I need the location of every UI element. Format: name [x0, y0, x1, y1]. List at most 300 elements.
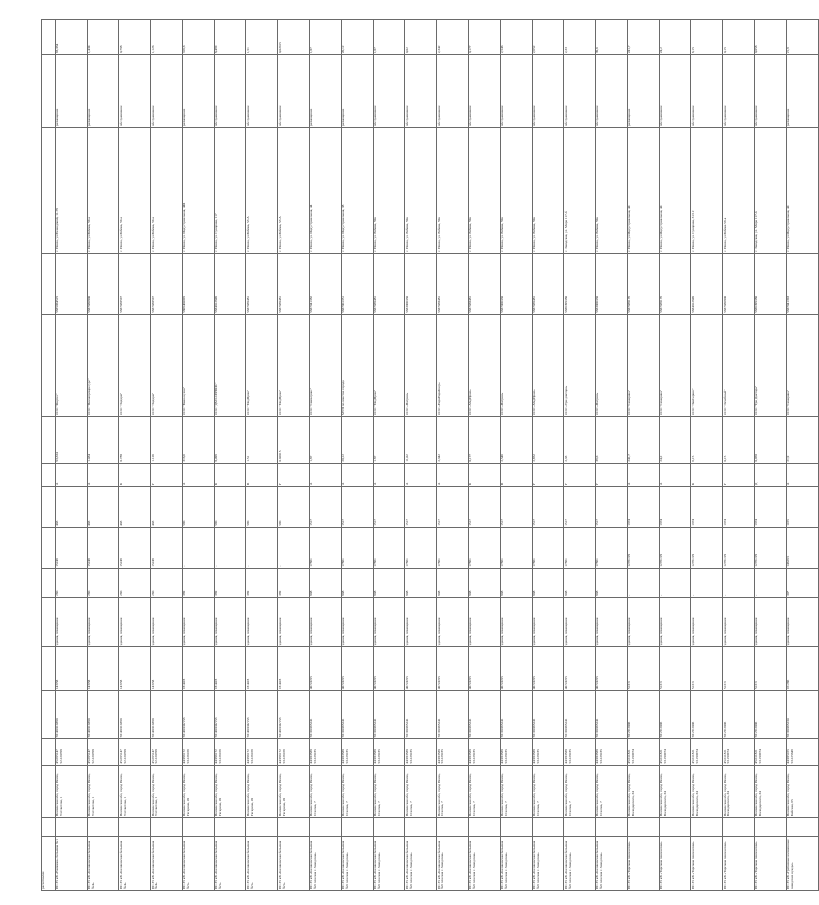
cell-area: 241,7	[627, 416, 659, 463]
cell-area: 20,12	[341, 416, 373, 463]
cell-cad: 58:29:2006	[754, 691, 786, 739]
cell-status: обслуживание	[532, 55, 564, 128]
cell-area: 1.87	[373, 416, 405, 463]
cell-plot: 40:5/4:95	[341, 647, 373, 691]
cell-addr: Пензенская обл, город Пенза, Гагарина, 20	[246, 765, 278, 818]
cell-cad: 58:30:065241	[373, 691, 405, 739]
cell-oaddr: г. Пенза, ул. Индустриальная, 44Б	[182, 128, 214, 253]
cell-kad2: 17861	[500, 527, 532, 568]
cell-cad: 58:40:010380	[87, 691, 119, 739]
cell-cad: 58:40:010380	[151, 691, 183, 739]
cell-last: 316,6	[182, 20, 214, 55]
cell-cls: А	[373, 463, 405, 486]
cell-type: здания, помещения	[754, 597, 786, 647]
cell-oaddr: г. Пенза, ул. Рябова, 59в	[500, 128, 532, 253]
cell-year: 808	[596, 568, 628, 597]
cell-kad2: 17861	[373, 527, 405, 568]
cell-inn: 5833006330	[596, 253, 628, 314]
cell-last: 0,02015	[278, 20, 310, 55]
cell-idx: 44.983588 53.228185	[373, 739, 405, 765]
table-row	[373, 20, 405, 891]
cell-kad2: 17861	[564, 527, 596, 568]
cell-area: 0,15	[723, 416, 755, 463]
cell-status: обслуживание	[214, 55, 246, 128]
cell-cls: А	[405, 463, 437, 486]
cell-oaddr: г. Пенза, ул. Рябова, 59в	[596, 128, 628, 253]
cell-cad: 58:40:034/153	[214, 691, 246, 739]
cell-owner	[246, 818, 278, 837]
cell-area: 6,15	[691, 416, 723, 463]
cell-cad: 58:30:065241	[500, 691, 532, 739]
cell-kad2: 12761/29	[627, 527, 659, 568]
cell-status: обслуживание	[596, 55, 628, 128]
cell-addr: Пензенская обл, город Пенза, Ул.Светлая, 1	[151, 765, 183, 818]
cell-org: ООО «Нотрия»	[405, 314, 437, 416]
cell-year: -	[691, 568, 723, 597]
cell-year: 808	[405, 568, 437, 597]
cell-inn: 5837039176	[627, 253, 659, 314]
cell-cad: 58:29:2006	[723, 691, 755, 739]
cell-pw: 1517	[596, 486, 628, 527]
cell-last: 1,87	[310, 20, 342, 55]
cell-name: ПС 35 кВ «Калиновская бельевая №5»	[214, 837, 246, 891]
cell-name: ПС 35 кВ «Калиновская бельевая №6 плоская г. Заводская»	[468, 837, 500, 891]
table-row	[214, 20, 246, 891]
cell-cad: 58:30:065241	[310, 691, 342, 739]
cell-plot: 14:658	[151, 647, 183, 691]
cell-area: 93,334	[55, 416, 87, 463]
cell-pw: 1374	[627, 486, 659, 527]
cell-cad: 58:29:2006	[627, 691, 659, 739]
cell-idx: 44.996172 53.226169	[214, 739, 246, 765]
cell-cls: Б	[691, 463, 723, 486]
cell-cls: Г	[723, 463, 755, 486]
cell-owner	[310, 818, 342, 837]
cell-oaddr: г. Пенза, ул.Рябова, 59-а	[151, 128, 183, 253]
cell-cad: 58:30:065241	[532, 691, 564, 739]
cell-cls: В	[246, 463, 278, 486]
cell-owner	[341, 818, 373, 837]
cell-year: 808	[500, 568, 532, 597]
cell-type: здания, помещения	[468, 597, 500, 647]
cell-name: ПС 35 кВ «Калиновская бельевая №6 плоская г. Заводская»	[341, 837, 373, 891]
cell-status: обслуживание	[500, 55, 532, 128]
cell-cls: А	[55, 463, 87, 486]
cell-oaddr: г. Пенза, ул.Индустриальная, 44	[627, 128, 659, 253]
cell-kad2: 17861	[596, 527, 628, 568]
table-row	[596, 20, 628, 891]
cell-idx: 45.055147 52.220708	[119, 739, 151, 765]
cell-plot: 40:5/4:95	[596, 647, 628, 691]
cell-type: здания, помещения	[627, 597, 659, 647]
cell-addr: Пензенская обл, город Пенза, Гагарина, 20	[182, 765, 214, 818]
cell-kad2: 15249	[55, 527, 87, 568]
cell-inn: 5833006330	[405, 253, 437, 314]
cell-oaddr: г. Пенза, ул.Рябова, 59-а	[119, 128, 151, 253]
cell-name: ПС 35 кВ «Калиновская бельевая №6 плоская г. Заводская»	[437, 837, 469, 891]
cell-last: 6,15	[691, 20, 723, 55]
table-row	[627, 20, 659, 891]
table-row	[500, 20, 532, 891]
cell-status: размещение	[341, 55, 373, 128]
cell-name: ПС 35 кВ «Калиновская бельевая №6 плоская г. Заводская»	[405, 837, 437, 891]
cell-oaddr: г. Заводская, ул. Мира 117-б	[754, 128, 786, 253]
cell-cad: 58:40:034/153	[278, 691, 310, 739]
cell-year: 260	[87, 568, 119, 597]
cell-idx: 45.055147 52.220708	[87, 739, 119, 765]
cell-area: 0.788	[119, 416, 151, 463]
cell-cad: 58:40:010380	[119, 691, 151, 739]
cell-oaddr: г. Пенза, ул.Рябова, 53 А	[278, 128, 310, 253]
cell-cls: А	[659, 463, 691, 486]
cell-owner	[119, 818, 151, 837]
cell-idx: 44.983588 53.228185	[468, 739, 500, 765]
cell-cad: 58:30:065241	[596, 691, 628, 739]
cell-pw: 590	[214, 486, 246, 527]
cell-area: 39,6	[596, 416, 628, 463]
cell-org: ООО "Самарина"	[627, 314, 659, 416]
cell-pw: 1517	[468, 486, 500, 527]
cell-plot: 14:658	[119, 647, 151, 691]
cell-year: -	[754, 568, 786, 597]
cell-inn: 5837036800	[87, 253, 119, 314]
cell-name: ПС 35 кВ «Калиновская бельевая №6 плоская г. Заводская»	[373, 837, 405, 891]
cell-idx: 44.983588 53.228185	[564, 739, 596, 765]
cell-pw: 1374	[659, 486, 691, 527]
cell-pw: 1374	[723, 486, 755, 527]
cell-status: обслуживание	[437, 55, 469, 128]
cell-owner	[405, 818, 437, 837]
cell-inn: 5834012849	[214, 253, 246, 314]
cell-kad2: -	[246, 527, 278, 568]
cell-year: 260	[151, 568, 183, 597]
cell-cad: 58:30:065241	[341, 691, 373, 739]
cell-year: 389	[278, 568, 310, 597]
cell-addr: Пензенская обл, город Пенза, Володарского, 34	[754, 765, 786, 818]
cell-plot: 40:5/4:95	[405, 647, 437, 691]
table-row	[723, 20, 755, 891]
cell-pw: 590	[246, 486, 278, 527]
cell-addr: Пензенская обл, город Пенза, Стасова, 7	[532, 765, 564, 818]
cell-oaddr: г. Пенза, ул.Роландовой, 11-79	[55, 128, 87, 253]
cell-kad2: 17861	[310, 527, 342, 568]
cell-idx: 45.011821 53.190974	[627, 739, 659, 765]
cell-cls: А	[182, 463, 214, 486]
cell-cls: А	[310, 463, 342, 486]
table-row	[310, 20, 342, 891]
cell-addr: Пензенская обл, город Пенза, Стасова, 7	[500, 765, 532, 818]
cell-plot: 18:44:8	[182, 647, 214, 691]
cell-owner	[564, 818, 596, 837]
table-row	[405, 20, 437, 891]
cell-org: МУП по очистке города	[341, 314, 373, 416]
cell-year: -	[723, 568, 755, 597]
cell-area: 0,058	[754, 416, 786, 463]
cell-pw: 1374	[754, 486, 786, 527]
cell-pw: 1517	[341, 486, 373, 527]
table-row	[468, 20, 500, 891]
table-header-row	[42, 20, 56, 891]
cell-addr: Пензенская обл, город Пенза, Стасова, 7	[405, 765, 437, 818]
cell-plot: 14:658	[55, 647, 87, 691]
registry-table	[41, 19, 819, 891]
cell-type: здания, помещения	[691, 597, 723, 647]
cell-inn: 5837036800	[723, 253, 755, 314]
cell-pw: 590	[182, 486, 214, 527]
cell-inn: 5837038481	[468, 253, 500, 314]
cell-status: обслуживание	[564, 55, 596, 128]
cell-last: 241,7	[627, 20, 659, 55]
cell-status: обслуживание	[119, 55, 151, 128]
cell-plot: 513:3	[754, 647, 786, 691]
cell-cls: Б	[214, 463, 246, 486]
cell-owner	[87, 818, 119, 837]
cell-cls: А	[786, 463, 818, 486]
cell-owner	[500, 818, 532, 837]
table-row	[786, 20, 818, 891]
cell-type: здания, помещения	[786, 597, 818, 647]
cell-idx: 45.055147 52.220708	[55, 739, 87, 765]
cell-inn: 5837039176	[659, 253, 691, 314]
cell-kad2: 12761/29	[659, 527, 691, 568]
cell-status: размещение	[786, 55, 818, 128]
cell-area: 1,87	[310, 416, 342, 463]
cell-plot: 16:266	[786, 647, 818, 691]
cell-year: 808	[310, 568, 342, 597]
cell-status: обслуживание	[468, 55, 500, 128]
cell-name: ПС 35 кВ «Ромашка» бельевая №1	[55, 837, 87, 891]
cell-kad2: 17861	[405, 527, 437, 568]
cell-kad2: 17861	[341, 527, 373, 568]
cell-status: размещение	[55, 55, 87, 128]
cell-area: 8,499	[214, 416, 246, 463]
cell-last: 8,499	[214, 20, 246, 55]
cell-idx: 44.983588 53.228185	[405, 739, 437, 765]
cell-cls: А	[87, 463, 119, 486]
cell-kad2: 17861	[468, 527, 500, 568]
table-row	[151, 20, 183, 891]
cell-inn: 5837006330	[500, 253, 532, 314]
cell-plot: 40:5/4:95	[564, 647, 596, 691]
cell-status: размещение	[182, 55, 214, 128]
cell-owner	[182, 818, 214, 837]
cell-addr: Пензенская обл, город Пенза, Володарского, 34	[659, 765, 691, 818]
cell-owner	[214, 818, 246, 837]
cell-org: ООО "Ваша кухня"	[182, 314, 214, 416]
cell-type: здания, помещения	[437, 597, 469, 647]
cell-last: 2,33	[564, 20, 596, 55]
table-row	[278, 20, 310, 891]
cell-type: здания, помещения	[246, 597, 278, 647]
cell-name: ПС 35 кВ «Торговая пензенская»	[659, 837, 691, 891]
cell-addr: Пензенская обл, город Пенза, Стасова, 7	[373, 765, 405, 818]
cell-cls: В	[500, 463, 532, 486]
table-row	[691, 20, 723, 891]
cell-oaddr: г. Пенза, ул. Суворова, 31/12	[691, 128, 723, 253]
cell-area: 24,2	[659, 416, 691, 463]
cell-name: ПС 35 кВ «Калиновская бельевая №6 плоская г. Заводская»	[596, 837, 628, 891]
cell-area: 1.434	[87, 416, 119, 463]
cell-addr: Пензенская обл, город Пенза, Гагарина, 20	[278, 765, 310, 818]
cell-idx: 44.996172 53.226169	[182, 739, 214, 765]
cell-org: ООО «ЕвроЕвроКоср»	[437, 314, 469, 416]
cell-type: здания, помещения	[500, 597, 532, 647]
cell-status: обслуживание	[691, 55, 723, 128]
cell-pw: 1517	[310, 486, 342, 527]
cell-kad2: 12761/29	[723, 527, 755, 568]
cell-name: ПС 35 кВ «Калиновская бельевая №6 плоская г. Заводская»	[564, 837, 596, 891]
cell-org: ООО "Три Доктора"	[754, 314, 786, 416]
cell-last: 20,12	[341, 20, 373, 55]
cell-pw: 403	[151, 486, 183, 527]
cell-status: обслуживание	[278, 55, 310, 128]
cell-type: здания, помещения	[87, 597, 119, 647]
cell-plot: 14:658	[87, 647, 119, 691]
cell-idx: 44.983588 53.228185	[341, 739, 373, 765]
cell-addr: Пензенская обл, город Пенза, Володарского, 34	[627, 765, 659, 818]
cell-inn: 5837039481	[246, 253, 278, 314]
cell-last: 0,02	[405, 20, 437, 55]
cell-oaddr: г. Пенза, ул. Рябова, 59в	[405, 128, 437, 253]
cell-name: ПС 35 кВ «Калиновская бельевая №4»	[87, 837, 119, 891]
cell-year: 30*	[786, 568, 818, 597]
cell-pw: 403	[87, 486, 119, 527]
cell-oaddr: г. Пенза, ул.Рябова 59-а	[723, 128, 755, 253]
table-row	[182, 20, 214, 891]
cell-inn: 5837039481	[278, 253, 310, 314]
cell-org: ООО «Три доктора»	[564, 314, 596, 416]
cell-cad: 58:30:065241	[564, 691, 596, 739]
cell-pw: 403	[119, 486, 151, 527]
cell-inn: 5837041393	[786, 253, 818, 314]
cell-status: обслуживание	[246, 55, 278, 128]
cell-name: ПС 35 кВ «Калиновская бельевая №4»	[119, 837, 151, 891]
cell-org: ООО "Фиртес"	[55, 314, 87, 416]
cell-cls: Г	[564, 463, 596, 486]
cell-area: 21,9	[786, 416, 818, 463]
cell-name: ПС 35 кВ «Торговая пензенская»	[754, 837, 786, 891]
cell-name: ПС 35 кВ «Калиновская бельевая №5»	[182, 837, 214, 891]
cell-area: 2,342	[437, 416, 469, 463]
cell-oaddr: г. Пенза, ул. Рябова, 59в	[437, 128, 469, 253]
cell-status: размещение	[627, 55, 659, 128]
cell-addr: Пензенская обл, город Пенза, Стасова, 7	[437, 765, 469, 818]
cell-year: 389	[182, 568, 214, 597]
cell-last: 0,788	[119, 20, 151, 55]
cell-status: обслуживание	[405, 55, 437, 128]
cell-area: 0.02015	[278, 416, 310, 463]
cell-cad: 58:40:034/153	[246, 691, 278, 739]
cell-oaddr: г. Пенза, ул. Суворова, 117	[214, 128, 246, 253]
cell-cls: А	[341, 463, 373, 486]
cell-last: 1,87	[373, 20, 405, 55]
cell-idx: 45.011821 53.190974	[659, 739, 691, 765]
cell-name: ПС 35 кВ «Калиновская бельевая №6 плоская г. Заводская»	[500, 837, 532, 891]
cell-type: здания, помещения	[405, 597, 437, 647]
cell-cad: 58:40:010380	[55, 691, 87, 739]
cell-plot: 18:44:8	[278, 647, 310, 691]
cell-last: 2,342	[437, 20, 469, 55]
cell-name: ПС 35 кВ «Калиновская бельевая №5»	[278, 837, 310, 891]
cell-year: 808	[437, 568, 469, 597]
cell-last: 0,177	[468, 20, 500, 55]
cell-status: обслуживание	[373, 55, 405, 128]
cell-area: 316,6	[182, 416, 214, 463]
cell-kad2: 12761/29	[691, 527, 723, 568]
cell-pw: 1517	[500, 486, 532, 527]
cell-kad2: 15249	[87, 527, 119, 568]
cell-idx: 44.983588 53.228185	[437, 739, 469, 765]
cell-oaddr: г. Пенза, ул. Рябова, 59в	[468, 128, 500, 253]
cell-year: -	[627, 568, 659, 597]
cell-inn: 5837038481	[437, 253, 469, 314]
cell-kad2: 12761/29	[754, 527, 786, 568]
cell-pw: 1517	[564, 486, 596, 527]
cell-status: обслуживание	[723, 55, 755, 128]
table-row	[754, 20, 786, 891]
cell-status: размещение	[310, 55, 342, 128]
cell-owner	[532, 818, 564, 837]
table-row	[341, 20, 373, 891]
cell-inn: 5837001351	[341, 253, 373, 314]
cell-org: ООО «Нотрия»	[596, 314, 628, 416]
cell-idx: 44.996172 53.226169	[278, 739, 310, 765]
cell-year: 808	[341, 568, 373, 597]
cell-owner	[627, 818, 659, 837]
cell-kad2: 15249	[151, 527, 183, 568]
cell-kad2: 15249	[119, 527, 151, 568]
cell-org: ООО "МедПром"	[246, 314, 278, 416]
cell-cls: Г	[596, 463, 628, 486]
cell-oaddr: г. Пенза, ул. Рябова, 59в	[532, 128, 564, 253]
cell-last: 21,9	[786, 20, 818, 55]
cell-last: 1,126	[151, 20, 183, 55]
cell-org: ООО "МедПром"	[278, 314, 310, 416]
cell-cad: 58:29:2006	[691, 691, 723, 739]
cell-last: 0,15	[723, 20, 755, 55]
cell-type: здания, помещения	[278, 597, 310, 647]
cell-kad2: 14629/1	[786, 527, 818, 568]
cell-type: здания, помещения	[119, 597, 151, 647]
cell-inn: 5837041382	[310, 253, 342, 314]
cell-org: ООО «МедПром»	[532, 314, 564, 416]
cell-plot: 40:5/4:95	[437, 647, 469, 691]
cell-pw: 1517	[373, 486, 405, 527]
cell-last: 93,334	[55, 20, 87, 55]
cell-last: 0,058	[754, 20, 786, 55]
cell-name: ПС 35 кВ «Торговая пензенская»	[723, 837, 755, 891]
cell-cls: А	[627, 463, 659, 486]
cell-inn: 5834012849	[691, 253, 723, 314]
cell-type: здания, помещения	[659, 597, 691, 647]
cell-plot: 40:5/4:95	[310, 647, 342, 691]
cell-year: 808	[468, 568, 500, 597]
cell-owner	[659, 818, 691, 837]
cell-idx: 44.983588 53.228185	[500, 739, 532, 765]
cell-owner	[55, 818, 87, 837]
cell-year: 808	[564, 568, 596, 597]
cell-name: ПС 35 кВ «Калиновская бельевая №6 плоская г. Заводская»	[310, 837, 342, 891]
cell-addr: Пензенская обл, город Пенза, Володарского, 34	[691, 765, 723, 818]
header-cell-1: расчетными	[42, 837, 56, 891]
cell-addr: Пензенская обл, город Пенза, Стасова, 7	[468, 765, 500, 818]
cell-cad: 58:30:065241	[468, 691, 500, 739]
cell-name: ПС 35 кВ «Калиновская бельевая №4»	[151, 837, 183, 891]
cell-plot: 40:5/4:95	[532, 647, 564, 691]
cell-status: обслуживание	[659, 55, 691, 128]
cell-addr: Пензенская обл, город Пенза, Ул.Светлая, 1	[87, 765, 119, 818]
cell-cls: Г	[151, 463, 183, 486]
